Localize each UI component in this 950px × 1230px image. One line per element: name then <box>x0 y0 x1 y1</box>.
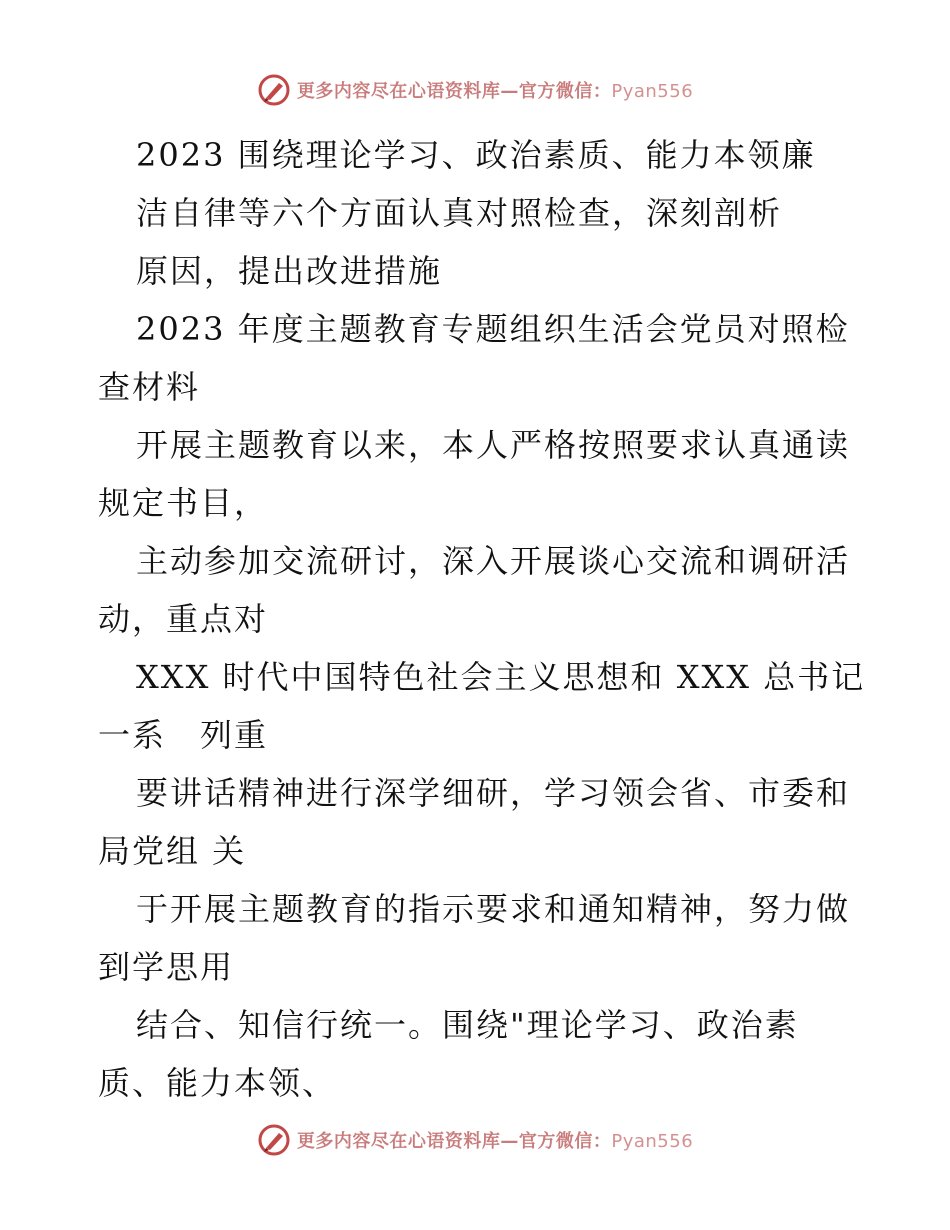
footer-watermark <box>0 1120 950 1160</box>
text-line: 质、能力本领、 <box>98 1064 337 1102</box>
watermark-text <box>297 1127 693 1153</box>
watermark-text <box>297 77 693 103</box>
text-line: 结合、知信行统一。围绕"理论学习、政治素 <box>136 1006 799 1044</box>
pen-logo-icon <box>257 73 291 107</box>
text-line: 原因，提出改进措施 <box>136 252 443 290</box>
text-line: 主动参加交流研讨，深入开展谈心交流和调研活 <box>136 542 851 580</box>
text-line: 2023 围绕理论学习、政治素质、能力本领廉 <box>136 136 816 174</box>
watermark-wechat-id: Pyan556 <box>611 1131 694 1152</box>
text-line: XXX 时代中国特色社会主义思想和 XXX 总书记 <box>136 658 866 696</box>
watermark-label: 更多内容尽在心语资料库—官方微信： <box>296 81 612 102</box>
text-line: 动，重点对 <box>98 600 269 638</box>
text-line: 2023 年度主题教育专题组织生活会党员对照检 <box>136 310 850 348</box>
text-line: 要讲话精神进行深学细研，学习领会省、市委和 <box>136 774 851 812</box>
text-line: 开展主题教育以来，本人严格按照要求认真通读 <box>136 426 851 464</box>
header-watermark <box>0 70 950 110</box>
text-line: 洁自律等六个方面认真对照检查，深刻剖析 <box>136 194 783 232</box>
watermark-wechat-id: Pyan556 <box>611 81 694 102</box>
text-line: 于开展主题教育的指示要求和通知精神，努力做 <box>136 890 851 928</box>
text-line: 规定书目， <box>98 484 269 522</box>
text-line: 到学思用 <box>98 948 235 986</box>
text-line: 一系 列重 <box>98 716 269 754</box>
document-body <box>98 126 866 1112</box>
pen-logo-icon <box>257 1123 291 1157</box>
text-line: 局党组 关 <box>98 832 247 870</box>
watermark-label: 更多内容尽在心语资料库—官方微信： <box>296 1131 612 1152</box>
text-line: 查材料 <box>98 368 201 406</box>
